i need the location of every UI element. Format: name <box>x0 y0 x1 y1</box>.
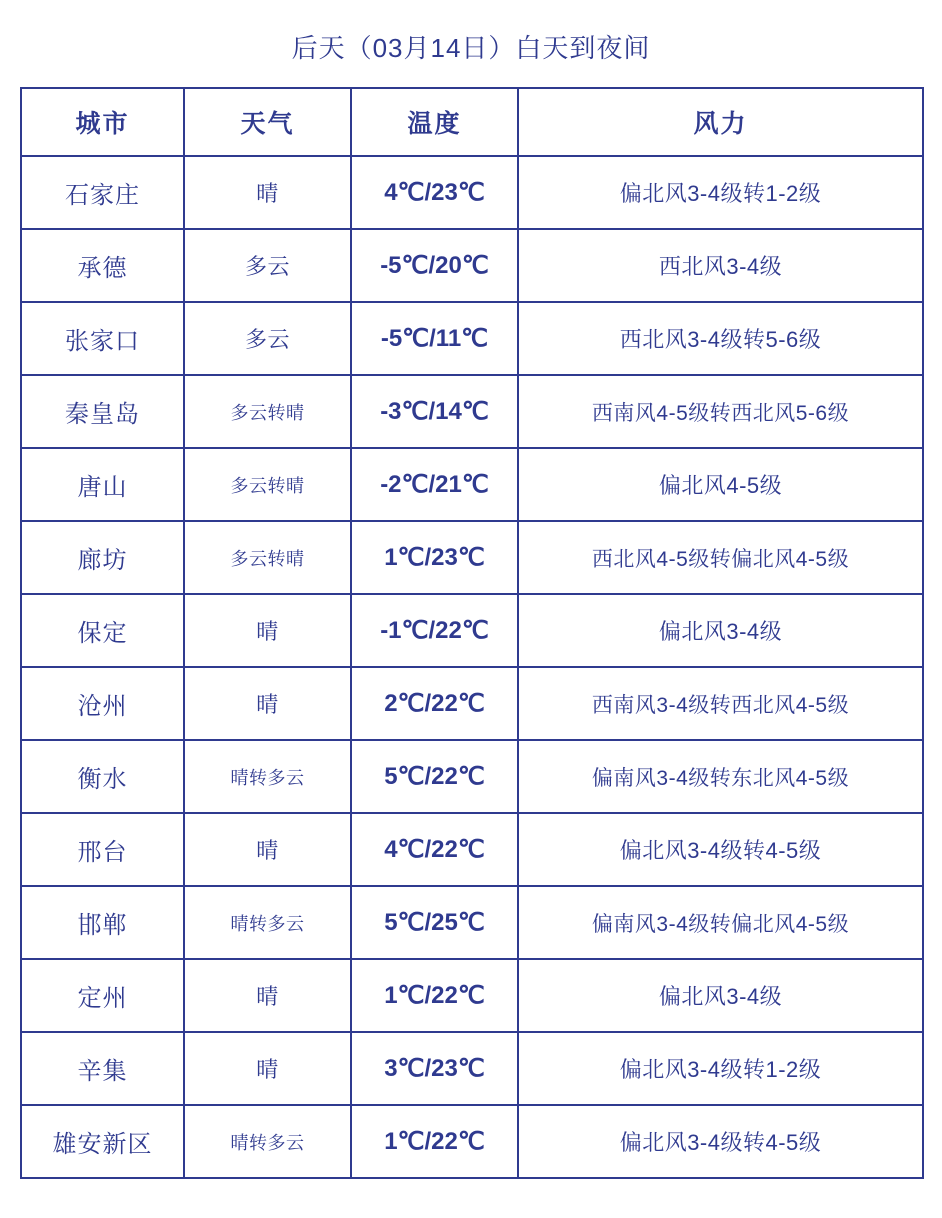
cell-temperature: -3℃/14℃ <box>351 375 518 448</box>
cell-wind: 偏南风3-4级转偏北风4-5级 <box>518 886 923 959</box>
cell-weather: 晴转多云 <box>184 886 351 959</box>
cell-wind: 偏北风3-4级转1-2级 <box>518 156 923 229</box>
cell-weather: 多云转晴 <box>184 521 351 594</box>
column-header-temperature: 温度 <box>351 88 518 156</box>
cell-city: 雄安新区 <box>21 1105 184 1178</box>
table-row <box>21 1032 923 1105</box>
cell-wind: 偏北风4-5级 <box>518 448 923 521</box>
cell-city: 衡水 <box>21 740 184 813</box>
cell-city: 石家庄 <box>21 156 184 229</box>
table-row <box>21 667 923 740</box>
cell-weather: 晴转多云 <box>184 740 351 813</box>
column-header-weather: 天气 <box>184 88 351 156</box>
table-row <box>21 1105 923 1178</box>
cell-weather: 晴 <box>184 156 351 229</box>
cell-temperature: 1℃/22℃ <box>351 1105 518 1178</box>
cell-temperature: 4℃/22℃ <box>351 813 518 886</box>
table-row <box>21 813 923 886</box>
cell-temperature: 5℃/25℃ <box>351 886 518 959</box>
cell-temperature: 1℃/22℃ <box>351 959 518 1032</box>
cell-weather: 晴 <box>184 959 351 1032</box>
cell-weather: 多云 <box>184 302 351 375</box>
cell-wind: 西北风3-4级转5-6级 <box>518 302 923 375</box>
cell-city: 邯郸 <box>21 886 184 959</box>
cell-temperature: 4℃/23℃ <box>351 156 518 229</box>
cell-wind: 偏北风3-4级转4-5级 <box>518 813 923 886</box>
column-header-city: 城市 <box>21 88 184 156</box>
cell-wind: 西南风4-5级转西北风5-6级 <box>518 375 923 448</box>
cell-temperature: -5℃/11℃ <box>351 302 518 375</box>
cell-temperature: -5℃/20℃ <box>351 229 518 302</box>
cell-weather: 晴 <box>184 813 351 886</box>
cell-city: 定州 <box>21 959 184 1032</box>
table-row <box>21 594 923 667</box>
table-header <box>21 88 923 156</box>
table-row <box>21 375 923 448</box>
cell-wind: 偏北风3-4级转1-2级 <box>518 1032 923 1105</box>
cell-weather: 多云 <box>184 229 351 302</box>
table-row <box>21 448 923 521</box>
cell-temperature: -1℃/22℃ <box>351 594 518 667</box>
table-row <box>21 740 923 813</box>
cell-weather: 晴 <box>184 594 351 667</box>
cell-city: 秦皇岛 <box>21 375 184 448</box>
cell-city: 张家口 <box>21 302 184 375</box>
cell-weather: 多云转晴 <box>184 375 351 448</box>
cell-temperature: 3℃/23℃ <box>351 1032 518 1105</box>
table-row <box>21 959 923 1032</box>
cell-weather: 晴 <box>184 1032 351 1105</box>
cell-wind: 偏北风3-4级 <box>518 959 923 1032</box>
cell-city: 承德 <box>21 229 184 302</box>
cell-city: 廊坊 <box>21 521 184 594</box>
table-row <box>21 156 923 229</box>
cell-city: 保定 <box>21 594 184 667</box>
table-row <box>21 886 923 959</box>
column-header-wind: 风力 <box>518 88 923 156</box>
table-row <box>21 521 923 594</box>
table-row <box>21 229 923 302</box>
table-header-row <box>21 88 923 156</box>
cell-weather: 多云转晴 <box>184 448 351 521</box>
cell-temperature: 1℃/23℃ <box>351 521 518 594</box>
cell-wind: 西北风3-4级 <box>518 229 923 302</box>
cell-city: 沧州 <box>21 667 184 740</box>
cell-wind: 西南风3-4级转西北风4-5级 <box>518 667 923 740</box>
weather-table <box>20 87 924 1179</box>
cell-temperature: 2℃/22℃ <box>351 667 518 740</box>
cell-city: 辛集 <box>21 1032 184 1105</box>
cell-weather: 晴转多云 <box>184 1105 351 1178</box>
table-row <box>21 302 923 375</box>
cell-city: 邢台 <box>21 813 184 886</box>
cell-weather: 晴 <box>184 667 351 740</box>
cell-wind: 偏南风3-4级转东北风4-5级 <box>518 740 923 813</box>
table-body <box>21 156 923 1178</box>
cell-temperature: 5℃/22℃ <box>351 740 518 813</box>
cell-city: 唐山 <box>21 448 184 521</box>
cell-wind: 偏北风3-4级转4-5级 <box>518 1105 923 1178</box>
cell-wind: 偏北风3-4级 <box>518 594 923 667</box>
cell-temperature: -2℃/21℃ <box>351 448 518 521</box>
page-title: 后天（03月14日）白天到夜间 <box>291 33 651 63</box>
cell-wind: 西北风4-5级转偏北风4-5级 <box>518 521 923 594</box>
